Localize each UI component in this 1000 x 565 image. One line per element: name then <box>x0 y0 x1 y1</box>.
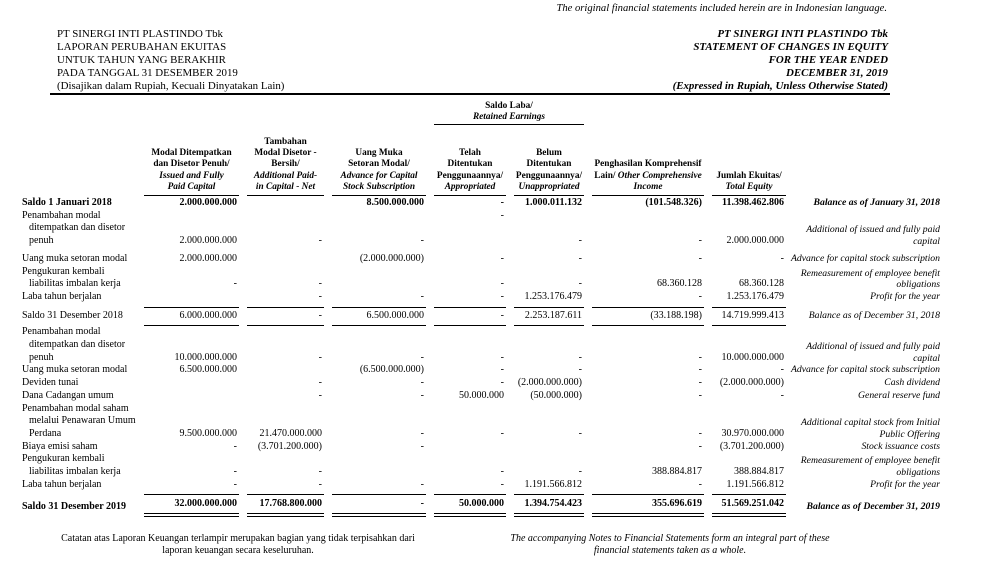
row-label-line: Penambahan modal <box>22 209 101 221</box>
column-header-line <box>515 148 583 159</box>
value-cell: - <box>500 466 504 478</box>
value-cell: 32.000.000.000 <box>144 494 239 517</box>
value-cell: - <box>698 290 702 302</box>
value-cell: - <box>318 290 322 302</box>
value-cell: - <box>698 351 702 363</box>
column-header-text: Modal Ditempatkan <box>151 148 232 159</box>
value-cell: - <box>233 478 237 490</box>
column-header-line <box>713 182 785 193</box>
column-header-line <box>593 159 703 170</box>
value-cell: - <box>500 197 504 208</box>
value-cell: 10.000.000.000 <box>174 351 237 363</box>
value-cell <box>510 441 588 454</box>
table-row <box>22 479 940 492</box>
value-cell: - <box>332 494 426 517</box>
column-header-text: Additional Paid- <box>253 170 318 181</box>
row-label-line: Deviden tunai <box>22 377 79 389</box>
value-cell: 6.000.000.000 <box>144 307 239 327</box>
row-label-en: Balance as of December 31, 2018 <box>808 310 940 322</box>
value-cell: - <box>578 466 582 478</box>
value-cell: - <box>318 478 322 490</box>
value-cell: - <box>780 252 784 264</box>
column-header-line <box>248 148 323 159</box>
value-cell: - <box>233 278 237 290</box>
value-cell <box>243 197 328 210</box>
title-block-id <box>57 28 284 93</box>
statement-title-id: LAPORAN PERUBAHAN EKUITAS <box>57 40 227 53</box>
value-cell: 388.884.817 <box>652 466 702 478</box>
column-header-line <box>145 148 238 159</box>
column-header-text: Telah <box>459 148 481 159</box>
row-label-line: Saldo 31 Desember 2018 <box>22 310 123 322</box>
column-header-text: Stock Subscription <box>342 181 416 192</box>
table-row <box>22 494 940 517</box>
column-header-line <box>515 182 583 193</box>
table-row <box>22 253 940 266</box>
column-header-line <box>248 171 323 182</box>
column-header-line <box>435 182 505 193</box>
value-cell: (2.000.000.000) <box>517 377 582 389</box>
column-header-text: Tambahan <box>264 136 307 147</box>
value-cell <box>243 253 328 266</box>
column-header-4 <box>434 148 506 196</box>
value-cell <box>140 377 243 390</box>
value-cell: (2.000.000.000) <box>359 252 424 264</box>
row-label-line: Dana Cadangan umum <box>22 389 114 401</box>
row-label <box>22 291 140 304</box>
value-cell: - <box>247 307 324 327</box>
row-label-en: Balance as of December 31, 2019 <box>806 500 940 512</box>
column-header-line <box>593 182 703 193</box>
row-label-line: Penambahan modal <box>22 326 101 338</box>
value-cell: - <box>420 389 424 401</box>
original-language-note: The original financial statements included herein are in Indonesian language. <box>556 3 887 14</box>
row-label-en: General reserve fund <box>858 389 940 401</box>
value-cell: - <box>500 377 504 389</box>
row-label-line: Pengukuran kembali <box>22 265 105 277</box>
value-cell: - <box>233 440 237 452</box>
value-cell: - <box>233 466 237 478</box>
row-label-en: Profit for the year <box>870 478 940 490</box>
table-row <box>22 266 940 291</box>
value-cell: 2.000.000.000 <box>179 252 237 264</box>
row-label-en: Additional of issued and fully paid capital <box>806 341 940 364</box>
table-row <box>22 403 940 441</box>
value-cell: - <box>318 351 322 363</box>
value-cell: - <box>500 278 504 290</box>
value-cell: 1.394.754.423 <box>514 494 584 517</box>
value-cell: 10.000.000.000 <box>721 351 784 363</box>
group-header-line <box>434 112 584 123</box>
column-header-6 <box>592 159 704 196</box>
value-cell: 1.253.176.479 <box>726 290 784 302</box>
table-row <box>22 326 940 364</box>
value-cell <box>430 441 510 454</box>
value-cell: - <box>420 290 424 302</box>
row-label-line: penuh <box>29 351 54 363</box>
table-body <box>22 197 940 517</box>
period-line-2-id: PADA TANGGAL 31 DESEMBER 2019 <box>57 66 238 79</box>
footnote-en: The accompanying Notes to Financial Statements form an integral part of these financial statements taken as a whole. <box>510 533 830 557</box>
column-header-text: Retained Earnings <box>472 112 546 123</box>
value-cell: 6.500.000.000 <box>332 307 426 327</box>
value-cell: - <box>698 389 702 401</box>
table-row <box>22 364 940 377</box>
row-label <box>22 364 140 377</box>
value-cell: - <box>578 364 582 376</box>
value-cell: - <box>698 478 702 490</box>
column-header-line <box>515 159 583 170</box>
value-cell <box>140 390 243 403</box>
row-label-en: Remeasurement of employee benefit obligations <box>800 267 940 291</box>
column-header-line <box>145 159 238 170</box>
table-row <box>22 453 940 478</box>
value-cell: - <box>500 252 504 264</box>
period-line-2-en: DECEMBER 31, 2019 <box>786 66 888 79</box>
value-cell: - <box>420 440 424 452</box>
value-cell <box>328 278 430 291</box>
column-header-line <box>333 182 425 193</box>
column-header-line <box>435 171 505 182</box>
value-cell <box>243 364 328 377</box>
column-header-text: Modal Disetor - <box>254 148 317 159</box>
row-label-line: Penambahan modal saham <box>22 402 129 414</box>
row-label-en: Remeasurement of employee benefit obligations <box>800 455 940 479</box>
column-header-line <box>515 171 583 182</box>
period-line-1-id: UNTUK TAHUN YANG BERAKHIR <box>57 53 226 66</box>
value-cell: - <box>500 290 504 302</box>
value-cell: - <box>578 235 582 247</box>
currency-note-id: (Disajikan dalam Rupiah, Kecuali Dinyatakan Lain) <box>57 79 285 92</box>
currency-note-en: (Expressed in Rupiah, Unless Otherwise Stated) <box>672 79 888 92</box>
value-cell: 2.000.000.000 <box>726 235 784 247</box>
value-cell: 50.000.000 <box>459 389 504 401</box>
value-cell: 2.000.000.000 <box>179 197 237 208</box>
value-cell: (2.000.000.000) <box>719 377 784 389</box>
value-cell: - <box>318 278 322 290</box>
value-cell: - <box>318 466 322 478</box>
value-cell: (50.000.000) <box>530 389 582 401</box>
value-cell: - <box>578 351 582 363</box>
value-cell: - <box>500 209 504 221</box>
row-label-line: Saldo 1 Januari 2018 <box>22 197 112 208</box>
group-header-line <box>434 101 584 112</box>
table-row <box>22 377 940 390</box>
row-label-en: Advance for capital stock subscription <box>790 252 940 264</box>
table-row <box>22 390 940 403</box>
column-header-text: Penggunaannya/ <box>436 170 504 181</box>
row-label-line: Uang muka setoran modal <box>22 364 128 376</box>
value-cell: - <box>698 364 702 376</box>
retained-earnings-group-header <box>434 101 584 125</box>
row-label <box>22 453 140 478</box>
row-label <box>22 390 140 403</box>
column-header-text: Other Comprehensive <box>617 170 702 181</box>
value-cell: (3.701.200.000) <box>257 440 322 452</box>
value-cell: - <box>698 235 702 247</box>
value-cell: 1.191.566.812 <box>524 478 582 490</box>
value-cell: (33.188.198) <box>592 307 704 327</box>
value-cell: 30.970.000.000 <box>721 427 784 439</box>
row-label <box>22 253 140 266</box>
value-cell: 9.500.000.000 <box>179 427 237 439</box>
value-cell: 68.360.128 <box>657 278 702 290</box>
value-cell: 21.470.000.000 <box>259 427 322 439</box>
table-row <box>22 210 940 248</box>
value-cell: - <box>434 307 506 327</box>
row-label-line: penuh <box>29 235 54 247</box>
value-cell: - <box>420 235 424 247</box>
value-cell: 1.253.176.479 <box>524 290 582 302</box>
table-row <box>22 197 940 210</box>
row-label-line: Laba tahun berjalan <box>22 478 102 490</box>
value-cell: - <box>780 389 784 401</box>
column-header-line <box>435 159 505 170</box>
row-label-en: Stock issuance costs <box>861 440 940 452</box>
column-header-text: dan Disetor Penuh/ <box>153 159 230 170</box>
row-label <box>22 266 140 291</box>
value-cell: - <box>698 440 702 452</box>
row-label-en: Advance for capital stock subscription <box>790 364 940 376</box>
row-label-line: ditempatkan dan disetor <box>29 222 126 234</box>
row-label <box>22 197 140 210</box>
row-label <box>22 501 140 517</box>
value-cell: - <box>500 364 504 376</box>
value-cell: - <box>420 478 424 490</box>
column-header-line <box>248 137 323 148</box>
value-cell: - <box>698 252 702 264</box>
value-cell: 51.569.251.042 <box>712 494 786 517</box>
row-label-line: Laba tahun berjalan <box>22 290 102 302</box>
column-header-line <box>333 159 425 170</box>
row-label <box>22 210 140 248</box>
column-header-text: Ditentukan <box>526 159 572 170</box>
value-cell: - <box>420 377 424 389</box>
value-cell: - <box>780 364 784 376</box>
column-header-text: Penghasilan Komprehensif <box>594 159 702 170</box>
statement-title-en: STATEMENT OF CHANGES IN EQUITY <box>693 40 888 53</box>
value-cell: - <box>500 427 504 439</box>
value-cell: - <box>318 377 322 389</box>
value-cell: 355.696.619 <box>592 494 704 517</box>
period-line-1-en: FOR THE YEAR ENDED <box>768 53 888 66</box>
column-header-text: Setoran Modal/ <box>348 159 410 170</box>
row-label-line: melalui Penawaran Umum <box>29 415 136 427</box>
row-label-line: Uang muka setoran modal <box>22 252 128 264</box>
header-rule <box>50 93 890 95</box>
column-header-line <box>333 171 425 182</box>
column-header-line <box>145 171 238 182</box>
column-header-text: Penggunaannya/ <box>515 170 583 181</box>
value-cell: 50.000.000 <box>434 494 506 517</box>
column-header-line <box>593 171 703 182</box>
column-header-line <box>248 159 323 170</box>
column-header-text: Issued and Fully <box>159 170 224 181</box>
row-label-line: Pengukuran kembali <box>22 453 105 465</box>
column-header-text: Bersih/ <box>271 159 300 170</box>
company-name-id: PT SINERGI INTI PLASTINDO Tbk <box>57 28 223 40</box>
row-label-en: Additional of issued and fully paid capital <box>806 224 940 248</box>
column-header-text: Unappropriated <box>518 181 580 192</box>
column-header-text: Paid Capital <box>167 181 216 192</box>
column-header-5 <box>514 148 584 196</box>
table-row <box>22 441 940 454</box>
value-cell: - <box>500 478 504 490</box>
value-cell: (3.701.200.000) <box>719 440 784 452</box>
value-cell: 1.000.011.132 <box>525 197 582 208</box>
value-cell: 68.360.128 <box>739 278 784 290</box>
value-cell: 1.191.566.812 <box>726 478 784 490</box>
footnote-id: Catatan atas Laporan Keuangan terlampir merupakan bagian yang tidak terpisahkan dari laporan keuangan secara keseluruhan. <box>61 533 415 557</box>
column-header-line <box>248 182 323 193</box>
column-header-text: Lain/ <box>594 170 618 181</box>
value-cell: - <box>698 427 702 439</box>
value-cell: - <box>578 427 582 439</box>
row-label <box>22 403 140 441</box>
column-header-text: Jumlah Ekuitas/ <box>716 170 782 181</box>
value-cell: - <box>578 278 582 290</box>
row-label-en: Balance as of January 31, 2018 <box>813 197 940 209</box>
table-row <box>22 291 940 304</box>
value-cell: (101.548.326) <box>645 197 702 208</box>
value-cell: - <box>420 351 424 363</box>
column-header-7 <box>712 171 786 196</box>
row-label-line: ditempatkan dan disetor <box>29 339 126 351</box>
value-cell: 8.500.000.000 <box>366 197 424 208</box>
row-label-en: Cash dividend <box>884 377 940 389</box>
column-header-line <box>713 171 785 182</box>
table-header <box>22 100 940 196</box>
row-label <box>22 377 140 390</box>
column-header-text: in Capital - Net <box>255 181 316 192</box>
value-cell: 14.719.999.413 <box>712 307 786 327</box>
row-label-line: Saldo 31 Desember 2019 <box>22 500 126 512</box>
row-label <box>22 479 140 492</box>
column-header-1 <box>144 148 239 196</box>
value-cell: 388.884.817 <box>734 466 784 478</box>
row-label-line: Biaya emisi saham <box>22 440 98 452</box>
row-label-line: liabilitas imbalan kerja <box>29 466 121 478</box>
value-cell: - <box>420 427 424 439</box>
row-label <box>22 441 140 454</box>
value-cell <box>140 291 243 304</box>
equity-table <box>22 100 940 517</box>
column-header-line <box>145 182 238 193</box>
column-header-text: Belum <box>536 148 562 159</box>
company-name-en: PT SINERGI INTI PLASTINDO Tbk <box>717 28 888 40</box>
value-cell: - <box>318 389 322 401</box>
value-cell: 6.500.000.000 <box>179 364 237 376</box>
row-label <box>22 310 140 326</box>
column-header-3 <box>332 148 426 196</box>
column-header-text: Uang Muka <box>355 148 403 159</box>
value-cell: 2.000.000.000 <box>179 235 237 247</box>
column-header-text: Ditentukan <box>447 159 493 170</box>
row-label-en: Profit for the year <box>870 290 940 302</box>
value-cell: - <box>578 252 582 264</box>
column-header-line <box>333 148 425 159</box>
row-label-line: Perdana <box>29 427 62 439</box>
value-cell: 11.398.462.806 <box>722 197 784 208</box>
column-header-text: Saldo Laba/ <box>485 101 533 111</box>
column-header-line <box>435 148 505 159</box>
row-label-line: liabilitas imbalan kerja <box>29 278 121 290</box>
title-block-en <box>673 28 888 93</box>
column-header-text: Advance for Capital <box>340 170 418 181</box>
row-label <box>22 326 140 364</box>
value-cell: - <box>698 377 702 389</box>
column-header-text: Appropriated <box>444 181 496 192</box>
value-cell: - <box>500 351 504 363</box>
value-cell <box>328 466 430 479</box>
column-header-text: Income <box>633 181 663 192</box>
table-row <box>22 307 940 327</box>
value-cell: (6.500.000.000) <box>359 364 424 376</box>
value-cell: 17.768.800.000 <box>247 494 324 517</box>
value-cell: 2.253.187.611 <box>514 307 584 327</box>
column-header-2 <box>247 137 324 196</box>
row-label-en: Additional capital stock from Initial Public Offering <box>800 417 940 440</box>
value-cell: - <box>318 235 322 247</box>
column-header-text: Total Equity <box>725 181 773 192</box>
